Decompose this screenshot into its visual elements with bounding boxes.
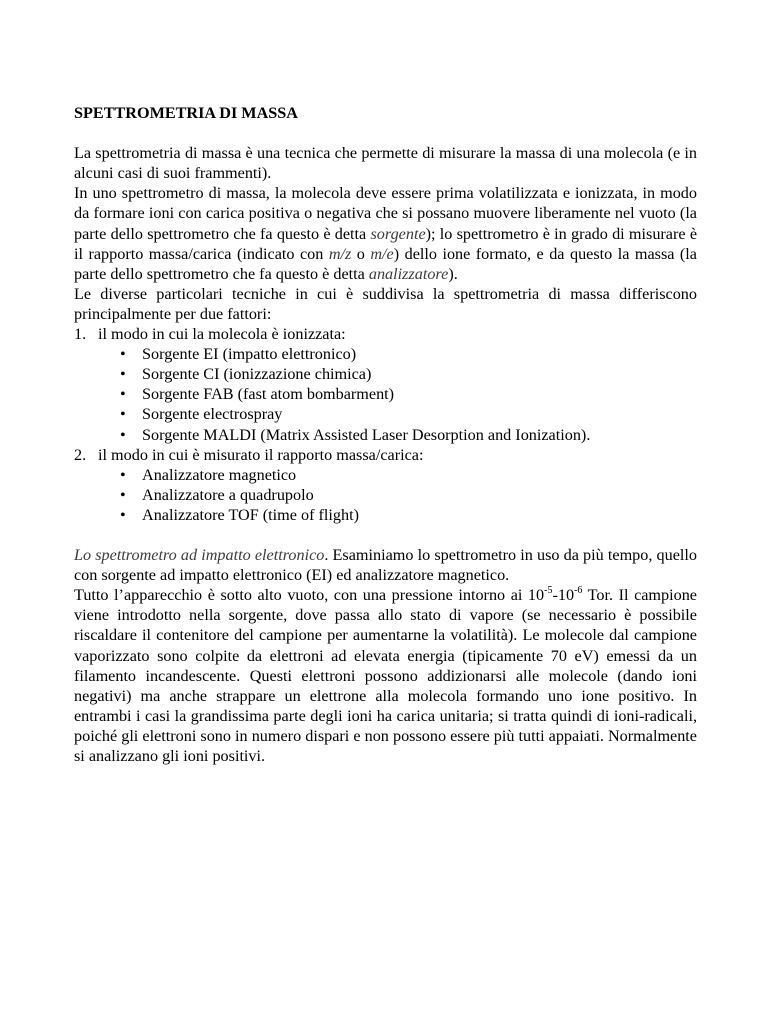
superscript: -5 <box>544 585 553 597</box>
text-run: ) dello ione formato, e da questo la massa (la parte dello spettrometro che fa questo è detta <box>74 244 697 283</box>
list-number: 2. <box>74 445 87 464</box>
bullet-icon: • <box>120 465 126 484</box>
ei-description-paragraph <box>74 585 697 766</box>
techniques-paragraph: Le diverse particolari tecniche in cui è suddivisa la spettrometria di massa differiscono principalmente per due fattori: <box>74 284 697 323</box>
list-item-text: Sorgente FAB (fast atom bombarment) <box>142 385 395 404</box>
superscript: -6 <box>574 585 583 597</box>
list-item <box>120 364 697 384</box>
text-run: ). <box>448 264 458 283</box>
bullet-icon: • <box>120 365 126 384</box>
list-item-text: Analizzatore a quadrupolo <box>142 485 314 504</box>
text-run: . Esaminiamo lo spettrometro in uso da più tempo, quello con sorgente ad impatto elettronico (EI) ed analizzatore magnetico. <box>74 546 697 585</box>
section-heading-italic: Lo spettrometro ad impatto elettronico <box>74 546 325 565</box>
term-mz: m/z <box>328 244 352 263</box>
text-run: ); lo spettrometro è in grado di misurare è il rapporto massa/carica (indicato con <box>74 224 697 263</box>
text-run: -10 <box>552 586 575 605</box>
list-item-text: Sorgente EI (impatto elettronico) <box>142 345 357 364</box>
list-item-text: Analizzatore magnetico <box>142 465 297 484</box>
list-item <box>120 505 697 525</box>
list-label: il modo in cui è misurato il rapporto massa/carica: <box>98 445 424 464</box>
document-title: SPETTROMETRIA DI MASSA <box>74 104 298 122</box>
list-item <box>120 404 697 424</box>
term-sorgente: sorgente <box>370 224 426 243</box>
spectrometer-paragraph <box>74 183 697 283</box>
factor-item-ionization <box>74 324 697 445</box>
text-run: Tutto l’apparecchio è sotto alto vuoto, con una pressione intorno ai 10 <box>74 586 545 605</box>
bullet-icon: • <box>120 485 126 504</box>
list-item <box>120 344 697 364</box>
text-run: Tor. Il campione viene introdotto nella sorgente, dove passa allo stato di vapore (se necessario è possibile riscaldare il contenitore del campione per aumentarne la volatilità). Le molecole dal campione vaporizzato sono colpite da elettroni ad elevata energia (tipicamente 70 eV) emessi da un filamento incandescente. Questi elettroni possono addizionarsi alle molecole (dando ioni negativi) ma anche strappare un elettrone alla molecola formando uno ione positivo. In entrambi i casi la grandissima parte degli ioni ha carica unitaria; si tratta quindi di ioni-radicali, poiché gli elettroni sono in numero dispari e non possono essere più tutti appaiati. Normalmente si analizzano gli ioni positivi. <box>74 586 697 765</box>
list-item-text: Sorgente CI (ionizzazione chimica) <box>142 365 372 384</box>
term-analizzatore: analizzatore <box>368 264 449 283</box>
list-item-text: Sorgente electrospray <box>142 405 283 424</box>
spacer <box>74 525 697 545</box>
bullet-icon: • <box>120 405 126 424</box>
list-item-text: Analizzatore TOF (time of flight) <box>142 505 359 524</box>
list-item <box>120 384 697 404</box>
term-me: m/e <box>370 244 394 263</box>
document-page <box>74 103 697 766</box>
bullet-icon: • <box>120 345 126 364</box>
list-item <box>120 425 697 445</box>
list-label: il modo in cui la molecola è ionizzata: <box>98 325 346 344</box>
list-number: 1. <box>74 325 87 344</box>
list-item <box>120 465 697 485</box>
ei-intro-paragraph <box>74 545 697 585</box>
text-run: In uno spettrometro di massa, la molecola deve essere prima volatilizzata e ionizzata, in modo da formare ioni con carica positiva o negativa che si possano muovere liberamente nel vuoto (la parte dello spettrometro che fa questo è detta <box>74 184 697 243</box>
text-run: o <box>351 244 371 263</box>
factors-list <box>74 324 697 525</box>
bullet-icon: • <box>120 425 126 444</box>
source-list <box>74 344 697 444</box>
bullet-icon: • <box>120 385 126 404</box>
spacer <box>74 123 697 143</box>
analyzer-list <box>74 465 697 525</box>
intro-paragraph: La spettrometria di massa è una tecnica che permette di misurare la massa di una molecola (e in alcuni casi di suoi frammenti). <box>74 144 697 183</box>
list-item-text: Sorgente MALDI (Matrix Assisted Laser Desorption and Ionization). <box>142 425 591 444</box>
bullet-icon: • <box>120 505 126 524</box>
list-item <box>120 485 697 505</box>
factor-item-analysis <box>74 445 697 525</box>
